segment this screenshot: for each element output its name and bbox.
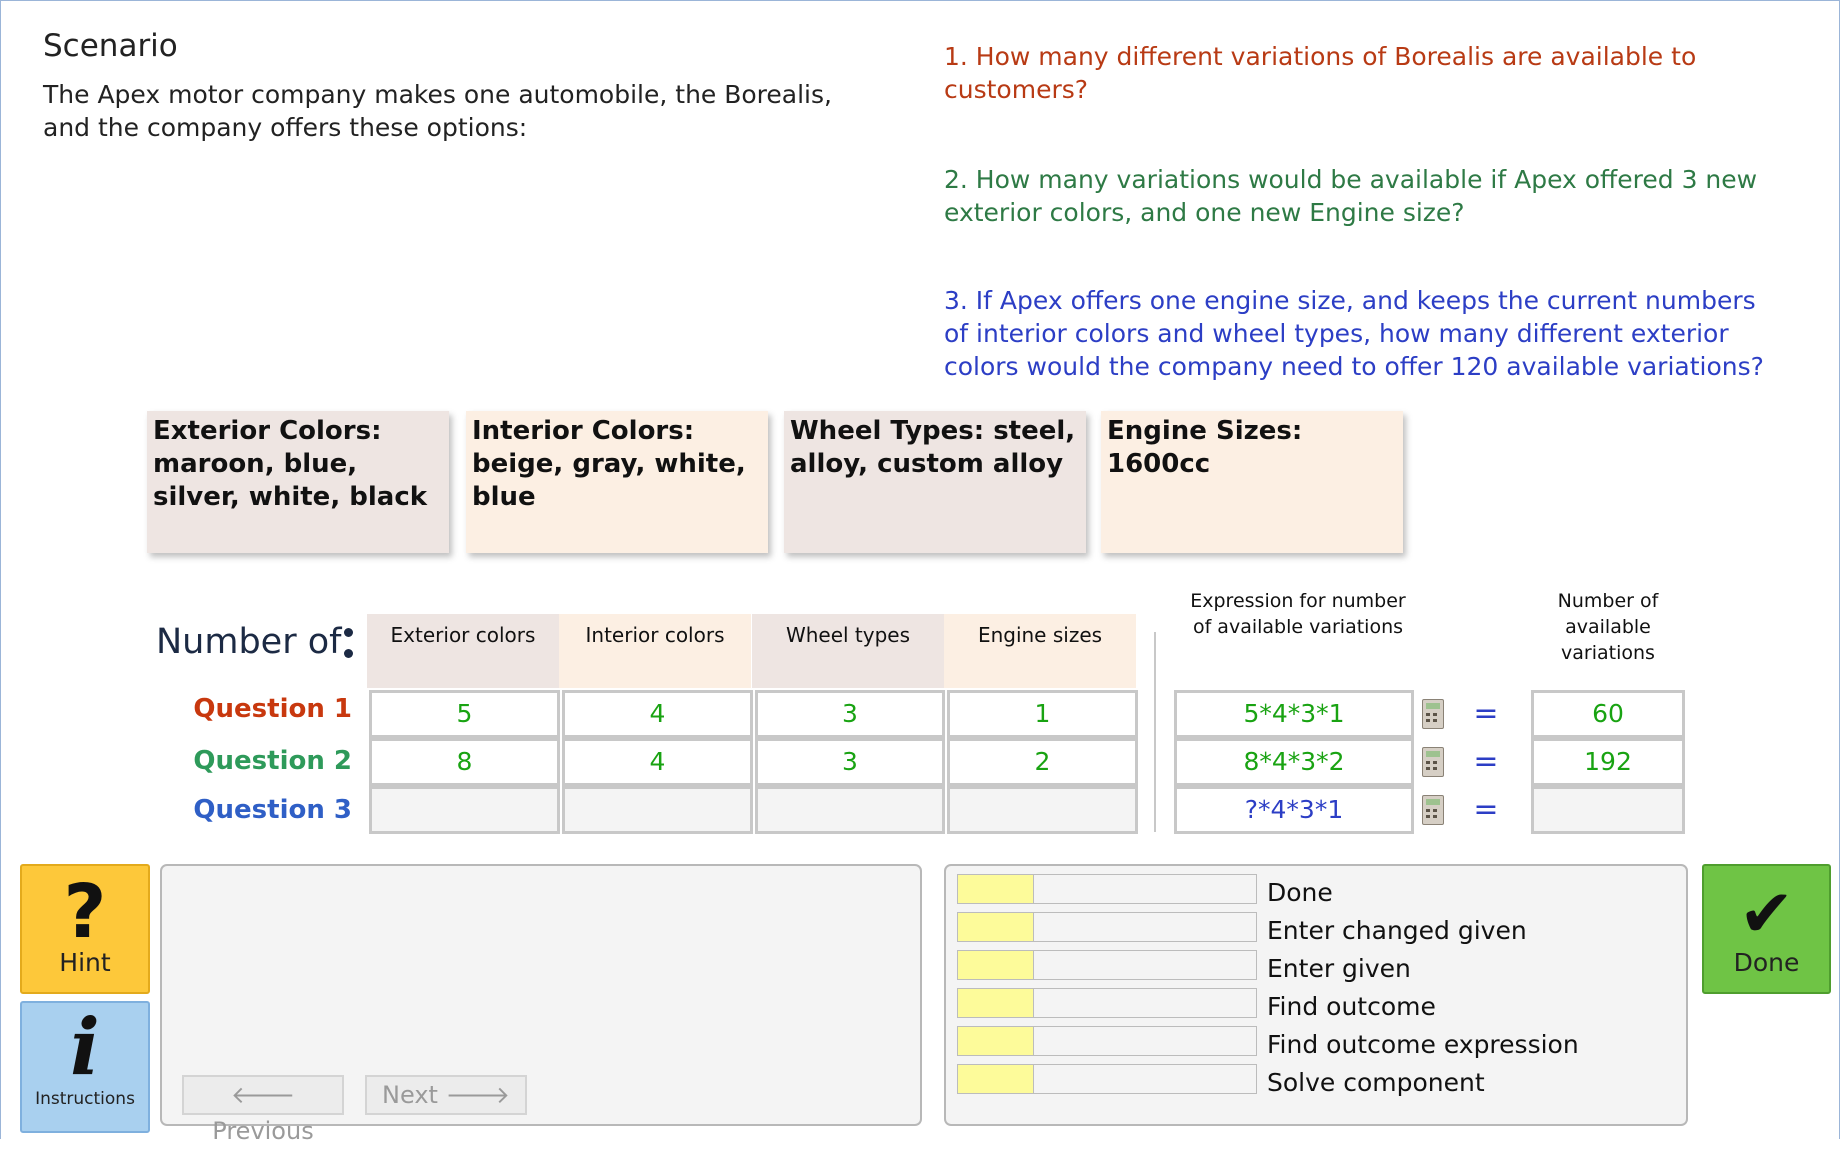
skill-bar [957,1064,1257,1094]
skill-label: Enter changed given [1267,916,1527,945]
q2-expression-cell[interactable]: 8*4*3*2 [1174,738,1414,786]
header-expression: Expression for number of available variations [1190,590,1406,638]
wheel-types-card: Wheel Types: steel, alloy, custom alloy [784,411,1086,553]
calculator-icon[interactable] [1422,747,1444,777]
skill-bar-fill [958,913,1034,941]
equals-sign: = [1473,744,1499,779]
hint-label: Hint [59,948,111,977]
q3-interior-cell[interactable] [562,786,753,834]
q1-engine-cell[interactable]: 1 [947,690,1138,738]
q3-result-cell[interactable] [1531,786,1685,834]
calculator-icon[interactable] [1422,699,1444,729]
colon-dot-top [344,628,353,637]
q3-exterior-cell[interactable] [369,786,560,834]
skill-bar [957,874,1257,904]
skill-bar [957,912,1257,942]
skill-bar-fill [958,951,1034,979]
done-button[interactable] [1702,864,1831,994]
next-label: Next [382,1081,438,1109]
skill-bar-fill [958,1027,1034,1055]
q1-result-cell[interactable]: 60 [1531,690,1685,738]
scenario-title: Scenario [43,28,178,64]
q1-interior-cell[interactable]: 4 [562,690,753,738]
exterior-colors-card: Exterior Colors: maroon, blue, silver, white, black [147,411,449,553]
equals-sign: = [1473,696,1499,731]
header-engine-sizes: Engine sizes [944,614,1136,688]
question-2-text: 2. How many variations would be available if Apex offered 3 new exterior colors, and one new Engine size? [944,165,1758,227]
header-exterior-colors: Exterior colors [367,614,559,688]
question-1-label: Question 1 [193,694,352,724]
q1-exterior-cell[interactable]: 5 [369,690,560,738]
skill-label: Find outcome expression [1267,1030,1579,1059]
skill-bar [957,1026,1257,1056]
hint-icon: ? [63,869,107,955]
question-3-label: Question 3 [193,795,352,825]
scenario-text: The Apex motor company makes one automobile, the Borealis, and the company offers these options: [43,80,832,142]
header-interior-colors: Interior colors [559,614,751,688]
q3-expression-cell[interactable]: ?*4*3*1 [1174,786,1414,834]
engine-sizes-card: Engine Sizes: 1600cc [1101,411,1403,553]
skill-bar [957,950,1257,980]
skill-bar-fill [958,875,1034,903]
hint-button[interactable] [20,864,150,994]
question-1-text: 1. How many different variations of Borealis are available to customers? [944,42,1697,104]
question-3-text: 3. If Apex offers one engine size, and keeps the current numbers of interior colors and wheel types, how many different exterior colors would the company need to offer 120 available variations? [944,286,1764,381]
equals-sign: = [1473,792,1499,827]
q2-result-cell[interactable]: 192 [1531,738,1685,786]
done-label: Done [1733,948,1800,977]
skill-label: Done [1267,878,1333,907]
previous-label: Previous [212,1117,314,1145]
q1-expression-cell[interactable]: 5*4*3*1 [1174,690,1414,738]
interior-colors-card: Interior Colors: beige, gray, white, blue [466,411,768,553]
q1-wheel-cell[interactable]: 3 [755,690,945,738]
info-icon: i [70,1002,100,1093]
checkmark-icon: ✔ [1738,875,1795,952]
question-2-label: Question 2 [193,746,352,776]
skill-label: Find outcome [1267,992,1436,1021]
q2-exterior-cell[interactable]: 8 [369,738,560,786]
arrow-right-icon: 🡒 [445,1081,510,1109]
skill-label: Enter given [1267,954,1411,983]
arrow-left-icon: 🡐 [230,1081,296,1109]
table-divider [1154,632,1156,832]
header-result: Number of available variations [1557,590,1659,664]
instructions-label: Instructions [35,1089,135,1109]
skill-bar [957,988,1257,1018]
skill-bar-fill [958,1065,1034,1093]
q3-wheel-cell[interactable] [755,786,945,834]
number-of-label: Number of [156,622,342,662]
colon-dot-bottom [344,649,353,658]
next-button[interactable] [365,1075,527,1115]
calculator-icon[interactable] [1422,795,1444,825]
header-wheel-types: Wheel types [752,614,944,688]
q2-interior-cell[interactable]: 4 [562,738,753,786]
previous-button[interactable] [182,1075,344,1145]
q3-engine-cell[interactable] [947,786,1138,834]
skill-label: Solve component [1267,1068,1485,1097]
instructions-button[interactable] [20,1001,150,1133]
skill-bar-fill [958,989,1034,1017]
q2-wheel-cell[interactable]: 3 [755,738,945,786]
q2-engine-cell[interactable]: 2 [947,738,1138,786]
